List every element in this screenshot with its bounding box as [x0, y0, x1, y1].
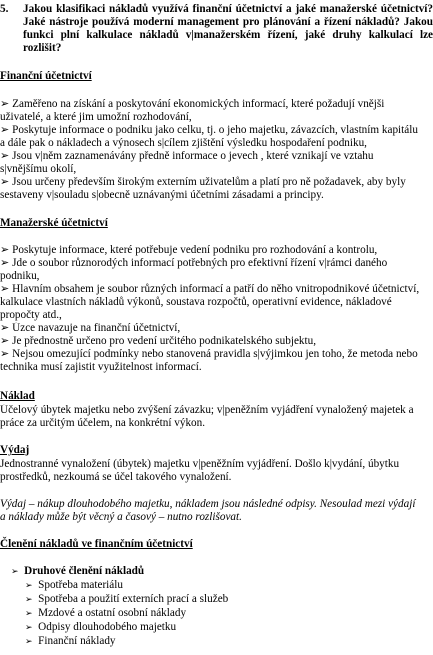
list-item [11, 593, 431, 607]
man-line: ➢ Nejsou omezující podmínky nebo stanovená pravidla s|výjimkou jen toho, že metoda nebo [0, 348, 418, 360]
arrow-bullet-icon: ➢ [25, 609, 33, 619]
man-line: ➢ Je přednostně určeno pro vedení určitého podnikatelského subjektu, [0, 335, 317, 347]
question-number: 5. [0, 3, 9, 15]
naklad-definition [0, 404, 433, 430]
druhove-cleneni-list [11, 565, 431, 649]
heading-financni-ucetnictvi: Finanční účetnictví [0, 70, 92, 82]
arrow-bullet-icon: ➢ [25, 637, 33, 647]
man-line: ➢ Poskytuje informace, které potřebuje vedení podniku pro rozhodování a kontrolu, [0, 244, 378, 256]
list-item [11, 579, 431, 593]
fin-line: sestaveny v|souladu s|obecně uznávanými účetními zásadami a principy. [0, 189, 324, 201]
list-item-text: Odpisy dlouhodobého majetku [38, 621, 177, 633]
list-item-text: Spotřeba a použití externích prací a služeb [38, 593, 229, 605]
man-line: ➢ Úzce navazuje na finanční účetnictví, [0, 322, 181, 334]
arrow-bullet-icon: ➢ [25, 581, 33, 591]
arrow-bullet-icon: ➢ [11, 567, 19, 577]
arrow-bullet-icon: ➢ [25, 623, 33, 633]
heading-manazerske-ucetnictvi: Manažerské účetnictví [0, 217, 108, 229]
naklad-line: práce za určitým účelem, na konkrétní výkon. [0, 417, 206, 429]
fin-line: ➢ Jsou v|něm zaznamenávány předně informace o jevech , které vznikají ve vztahu [0, 150, 374, 162]
man-line: technika musí zajistit využitelnost informací. [0, 361, 202, 373]
heading-naklad: Náklad [0, 390, 35, 402]
man-line: ➢ Jde o soubor různorodých informací potřebných pro efektivní řízení v|rámci daného [0, 257, 388, 269]
fin-line: ➢ Zaměřeno na získání a poskytování ekonomických informací, které požadují vnějši [0, 98, 385, 110]
financni-ucetnictvi-list [0, 98, 433, 202]
vydaj-line: Jednostranné vynaložení (úbytek) majetku v|peněžním vyjádření. Došlo k|vydání, úbytku [0, 458, 400, 470]
question-text: Jakou klasifikaci nákladů využívá finanční účetnictví a jaké manažerské účetnictví? Jaké nástroje používá moderní management pro plánování a řízení nákladů? Jakou funkci plní kalkulace nákladů v|manažerském řízení, jaké druhy kalkulací lze rozlišit? [23, 3, 433, 54]
note-line: a náklady může být věcný a časový – nutno rozlišovat. [0, 511, 242, 523]
druhove-title-text: Druhové členění nákladů [24, 565, 145, 577]
list-item [11, 621, 431, 635]
man-line: ➢ Hlavním obsahem je soubor různých informací a patří do něho vnitropodnikové účetnictví, [0, 283, 420, 295]
manazerske-ucetnictvi-list [0, 244, 433, 374]
arrow-bullet-icon: ➢ [25, 595, 33, 605]
heading-cleneni-nakladu: Členění nákladů ve finančním účetnictví [0, 538, 193, 550]
list-item [11, 635, 431, 649]
fin-line: a dále pak o nákladech a výnosech s|cílem zjištění výsledku hospodaření podniku, [0, 137, 367, 149]
man-line: kalkulace vlastních nákladů výkonů, soustava rozpočtů, operativní evidence, nákladové [0, 296, 392, 308]
list-item-text: Mzdové a ostatní osobní náklady [38, 607, 187, 619]
fin-line: uživatelé, a které jim umožní rozhodování, [0, 111, 192, 123]
man-line: podniku, [0, 270, 40, 282]
naklad-line: Účelový úbytek majetku nebo zvýšení závazku; v|peněžním vyjádření vynaložený majetek a [0, 404, 414, 416]
heading-vydaj: Výdaj [0, 444, 30, 456]
druhove-cleneni-title [11, 565, 431, 579]
list-item [11, 607, 431, 621]
note-line: Výdaj – nákup dlouhodobého majetku, nákladem jsou následné odpisy. Nesoulad mezi výdají [0, 498, 416, 510]
fin-line: s|vnějšímu okolí, [0, 163, 77, 175]
vydaj-line: prostředků, nezkoumá se účel takového vynaložení. [0, 471, 232, 483]
list-item-text: Spotřeba materiálu [38, 579, 123, 591]
vydaj-definition [0, 458, 433, 484]
vydaj-note [0, 498, 433, 524]
list-item-text: Finanční náklady [38, 635, 116, 647]
fin-line: ➢ Jsou určeny především širokým externím uživatelům a platí pro ně požadavek, aby byly [0, 176, 406, 188]
man-line: propočty atd., [0, 309, 62, 321]
question [0, 3, 433, 55]
fin-line: ➢ Poskytuje informace o podniku jako celku, tj. o jeho majetku, závazcích, vlastním kapitálu [0, 124, 418, 136]
